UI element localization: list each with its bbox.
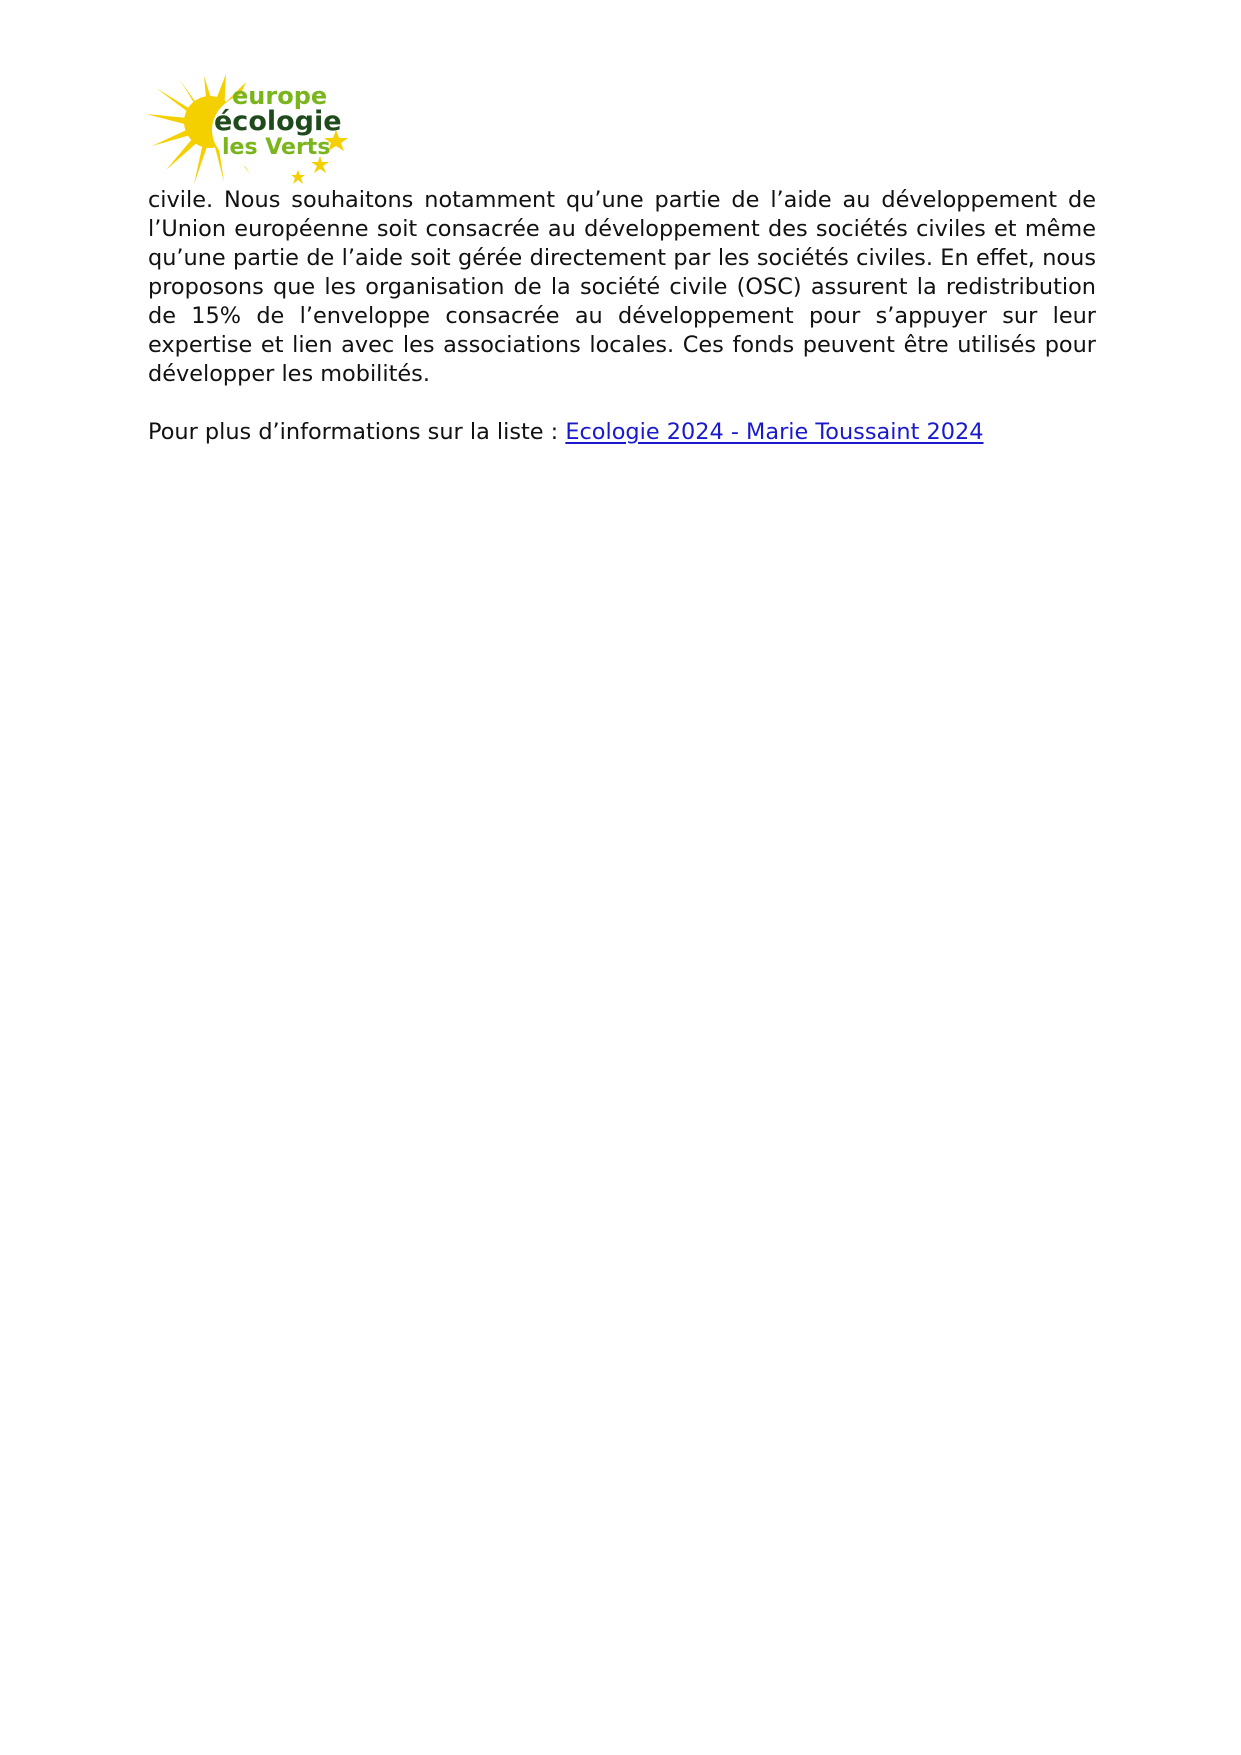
document-body [148, 186, 1096, 447]
body-paragraph: civile. Nous souhaitons notamment qu’une partie de l’aide au développement de l’Union européenne soit consacrée au développement des sociétés civiles et même qu’une partie de l’aide soit gérée directement par les sociétés civiles. En effet, nous proposons que les organisation de la société civile (OSC) assurent la redistribution de 15% de l’enveloppe consacrée au développement pour s’appuyer sur leur expertise et lien avec les associations locales. Ces fonds peuvent être utilisés pour développer les mobilités. [148, 187, 1096, 387]
campaign-link[interactable]: Ecologie 2024 - Marie Toussaint 2024 [565, 419, 984, 445]
logo-line-2: écologie [214, 106, 342, 137]
party-logo [146, 74, 360, 186]
more-info-label: Pour plus d’informations sur la liste : [148, 419, 566, 445]
logo-line-3: les Verts [222, 135, 331, 160]
more-info-line [148, 418, 1096, 447]
logo-line-1: europe [232, 82, 328, 110]
